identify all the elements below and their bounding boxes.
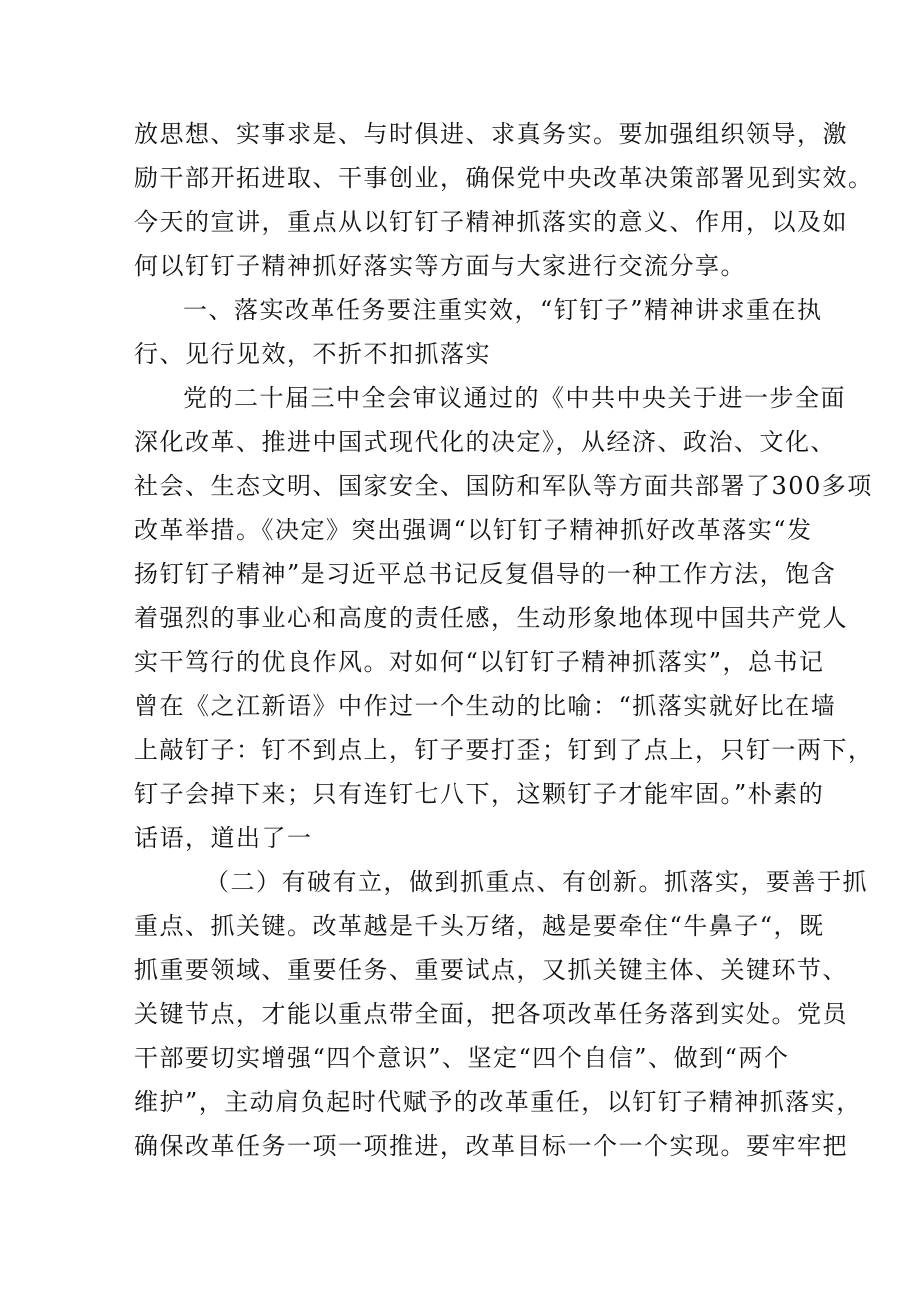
text-line: 抓重要领域、重要任务、重要试点，又抓关键主体、关键环节、: [134, 956, 848, 984]
text-line: 重点、抓关键。改革越是千头万绪，越是要牵住“牛鼻子“，既: [134, 912, 825, 940]
text-line: 深化改革、推进中国式现代化的决定》，从经济、政治、文化、: [134, 428, 836, 456]
text-line: 今天的宣讲，重点从以钉钉子精神抓落实的意义、作用，以及如: [134, 208, 848, 236]
section-heading: 行、见行见效，不折不扣抓落实: [134, 340, 491, 368]
text-line: 扬钉钉子精神”是习近平总书记反复倡导的一种工作方法，饱含: [134, 560, 837, 588]
text-line: 社会、生态文明、国家安全、国防和军队等方面共部署了300多项: [134, 472, 873, 500]
text-line: 确保改革任务一项一项推进，改革目标一个一个实现。要牢牢把: [134, 1132, 848, 1160]
text-line: 关键节点，才能以重点带全面，把各项改革任务落到实处。党员: [134, 1000, 848, 1028]
text-line: 话语，道出了一: [134, 824, 313, 852]
text-line: 放思想、实事求是、与时俱进、求真务实。要加强组织领导，激: [134, 120, 848, 148]
text-line: （二）有破有立，做到抓重点、有创新。抓落实，要善于抓: [205, 868, 868, 896]
text-line: 干部要切实增强“四个意识”、坚定“四个自信”、做到“两个: [134, 1044, 790, 1072]
text-line: 党的二十届三中全会审议通过的《中共中央关于进一步全面: [183, 384, 846, 412]
text-line: 励干部开拓进取、干事创业，确保党中央改革决策部署见到实效。: [134, 164, 874, 192]
text-line: 改革举措。《决定》突出强调“以钉钉子精神抓好改革落实“发: [134, 516, 813, 544]
text-line: 着强烈的事业心和高度的责任感，生动形象地体现中国共产党人: [134, 604, 848, 632]
text-line: 何以钉钉子精神抓好落实等方面与大家进行交流分享。: [134, 252, 746, 280]
text-line: 维护”，主动肩负起时代赋予的改革重任，以钉钉子精神抓落实，: [134, 1088, 862, 1116]
text-line: 实干笃行的优良作风。对如何“以钉钉子精神抓落实”，总书记: [134, 648, 825, 676]
text-line: 钉子会掉下来；只有连钉七八下，这颗钉子才能牢固。”朴素的: [134, 780, 825, 808]
text-line: 上敲钉子：钉不到点上，钉子要打歪；钉到了点上，只钉一两下，: [134, 736, 874, 764]
section-heading: 一、落实改革任务要注重实效，“钉钉子”精神讲求重在执: [183, 296, 823, 324]
text-line: 曾在《之江新语》中作过一个生动的比喻：“抓落实就好比在墙: [134, 692, 837, 720]
